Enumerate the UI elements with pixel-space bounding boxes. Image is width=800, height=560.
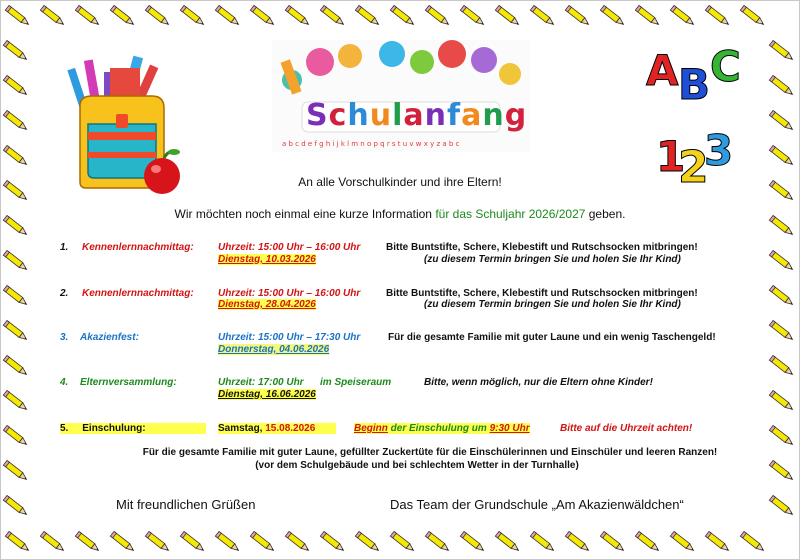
intro-text: [0, 207, 800, 221]
pencil-icon: [284, 528, 314, 558]
pencil-icon: [768, 492, 798, 522]
event-note: Bitte Buntstifte, Schere, Klebestift und Rutschsocken mitbringen!: [386, 242, 698, 253]
pencil-icon: [249, 2, 279, 32]
pencil-icon: [144, 2, 174, 32]
pencil-icon: [739, 528, 769, 558]
pencil-icon: [214, 2, 244, 32]
event-number: 3.: [60, 332, 69, 343]
pencil-icon: [2, 37, 32, 67]
pencil-icon: [704, 2, 734, 32]
pencil-icon: [768, 107, 798, 137]
pencil-icon: [109, 2, 139, 32]
banner-letter: f: [447, 98, 462, 133]
intro-highlight: für das Schuljahr 2026/2027: [435, 207, 586, 221]
banner-title: [306, 98, 527, 133]
event-number: 2.: [60, 288, 69, 299]
pencil-icon: [39, 528, 69, 558]
banner-letter: u: [369, 98, 393, 133]
pencil-icon: [494, 2, 524, 32]
banner-letter: l: [392, 98, 404, 133]
enrollment-label: [60, 423, 206, 434]
pencil-icon: [109, 528, 139, 558]
digit-one: 1: [656, 132, 686, 181]
enrollment-day: Samstag,: [218, 423, 266, 434]
pencil-icon: [2, 282, 32, 312]
pencil-icon: [214, 528, 244, 558]
pencil-icon: [2, 317, 32, 347]
pencil-icon: [768, 142, 798, 172]
enrollment-location: (vor dem Schulgebäude und bei schlechtem Wetter in der Turnhalle): [255, 460, 579, 471]
pencil-icon: [144, 528, 174, 558]
event-number: 5.: [60, 423, 69, 434]
event-time: Uhrzeit: 15:00 Uhr – 17:30 Uhr: [218, 332, 361, 343]
pencil-icon: [564, 528, 594, 558]
pencil-icon: [39, 2, 69, 32]
closing-signature: Das Team der Grundschule „Am Akazienwäldchen“: [390, 497, 684, 512]
pencil-icon: [354, 528, 384, 558]
pencil-icon: [564, 2, 594, 32]
event-name: Kennenlernnachmittag:: [82, 288, 194, 299]
pencil-icon: [249, 528, 279, 558]
pencil-icon: [599, 2, 629, 32]
pencil-icon: [768, 387, 798, 417]
letter-a: A: [646, 46, 679, 95]
event-time: Uhrzeit: 15:00 Uhr – 16:00 Uhr: [218, 242, 361, 253]
svg-text:a b c d e f g h i j k l m n o: a b c d e f g h i j k l m n o p q r s t u v w x y z a b c: [282, 140, 460, 148]
pencil-icon: [2, 247, 32, 277]
enrollment-date-value: 15.08.2026: [265, 423, 316, 434]
banner-letter: S: [306, 98, 329, 133]
event-number: 4.: [60, 377, 69, 388]
pencil-icon: [494, 528, 524, 558]
pencil-icon: [424, 528, 454, 558]
pencil-icon: [669, 2, 699, 32]
pencil-icon: [389, 528, 419, 558]
pencil-icon: [768, 282, 798, 312]
pencil-icon: [179, 2, 209, 32]
banner-letter: c: [328, 98, 348, 133]
event-name: Kennenlernnachmittag:: [82, 242, 194, 253]
event-date: Dienstag, 10.03.2026: [218, 254, 316, 265]
event-subnote: (zu diesem Termin bringen Sie und holen Sie Ihr Kind): [424, 254, 681, 265]
event-name: Einschulung:: [82, 423, 146, 434]
begin-word: Beginn: [354, 423, 388, 434]
enrollment-note: Für die gesamte Familie mit guter Laune, gefüllter Zuckertüte für die Einschülerinnen und Einschüler und leeren Ranzen!: [142, 447, 718, 458]
pencil-icon: [284, 2, 314, 32]
begin-time: 9:30 Uhr: [489, 423, 530, 434]
pencil-icon: [669, 528, 699, 558]
pencil-icon: [459, 528, 489, 558]
pencil-icon: [179, 528, 209, 558]
banner-letter: h: [347, 98, 370, 133]
begin-rest: der Einschulung um: [387, 423, 490, 434]
pencil-icon: [2, 492, 32, 522]
event-note: Für die gesamte Familie mit guter Laune und ein wenig Taschengeld!: [388, 332, 716, 343]
pencil-icon: [319, 528, 349, 558]
pencil-icon: [529, 2, 559, 32]
pencil-icon: [768, 247, 798, 277]
pencil-icon: [4, 528, 34, 558]
pencil-icon: [599, 528, 629, 558]
intro-before: Wir möchten noch einmal eine kurze Information: [174, 207, 436, 221]
enrollment-begin: [354, 423, 530, 434]
event-number: 1.: [60, 242, 69, 253]
event-place: im Speiseraum: [320, 377, 392, 388]
letter-b: B: [678, 60, 711, 109]
pencil-icon: [2, 387, 32, 417]
pencil-icon: [354, 2, 384, 32]
digit-two: 2: [678, 142, 709, 193]
pencil-icon: [424, 2, 454, 32]
event-date: Donnerstag, 04.06.2026: [218, 344, 330, 355]
event-name: Elternversammlung:: [80, 377, 177, 388]
pencil-icon: [768, 72, 798, 102]
banner-letter: n: [424, 98, 448, 133]
banner-letter: g: [504, 98, 528, 133]
pencil-icon: [459, 2, 489, 32]
digit-three: 3: [704, 126, 734, 175]
pencil-icon: [768, 352, 798, 382]
pencil-icon: [2, 352, 32, 382]
enrollment-date: [218, 423, 336, 434]
balloons-icon: [272, 40, 530, 152]
event-note: Bitte Buntstifte, Schere, Klebestift und Rutschsocken mitbringen!: [386, 288, 698, 299]
event-time: Uhrzeit: 15:00 Uhr – 16:00 Uhr: [218, 288, 361, 299]
letter-c: C: [710, 42, 741, 91]
pencil-icon: [319, 2, 349, 32]
banner-letter: a: [461, 98, 483, 133]
pencil-icon: [74, 528, 104, 558]
pencil-icon: [704, 528, 734, 558]
pencil-icon: [634, 528, 664, 558]
pencil-icon: [768, 37, 798, 67]
event-name: Akazienfest:: [80, 332, 139, 343]
intro-after: geben.: [585, 207, 626, 221]
event-date: Dienstag, 16.06.2026: [218, 389, 316, 400]
greeting: An alle Vorschulkinder und ihre Eltern!: [298, 175, 502, 189]
time-warning: Bitte auf die Uhrzeit achten!: [560, 423, 693, 434]
event-date: Dienstag, 28.04.2026: [218, 299, 316, 310]
closing-greeting: Mit freundlichen Grüßen: [116, 497, 256, 512]
banner-letter: n: [482, 98, 505, 133]
event-time: Uhrzeit: 17:00 Uhr: [218, 377, 304, 388]
event-note: Bitte, wenn möglich, nur die Eltern ohne Kinder!: [424, 377, 653, 388]
pencil-icon: [2, 72, 32, 102]
pencil-icon: [74, 2, 104, 32]
event-subnote: (zu diesem Termin bringen Sie und holen Sie Ihr Kind): [424, 299, 681, 310]
pencil-icon: [389, 2, 419, 32]
pencil-icon: [739, 2, 769, 32]
pencil-icon: [2, 107, 32, 137]
banner: [272, 40, 530, 152]
banner-letter: a: [403, 98, 425, 133]
abc-letters-icon: [642, 42, 752, 112]
pencil-icon: [529, 528, 559, 558]
pencil-icon: [768, 317, 798, 347]
pencil-icon: [2, 142, 32, 172]
pencil-icon: [634, 2, 664, 32]
pencil-icon: [4, 2, 34, 32]
